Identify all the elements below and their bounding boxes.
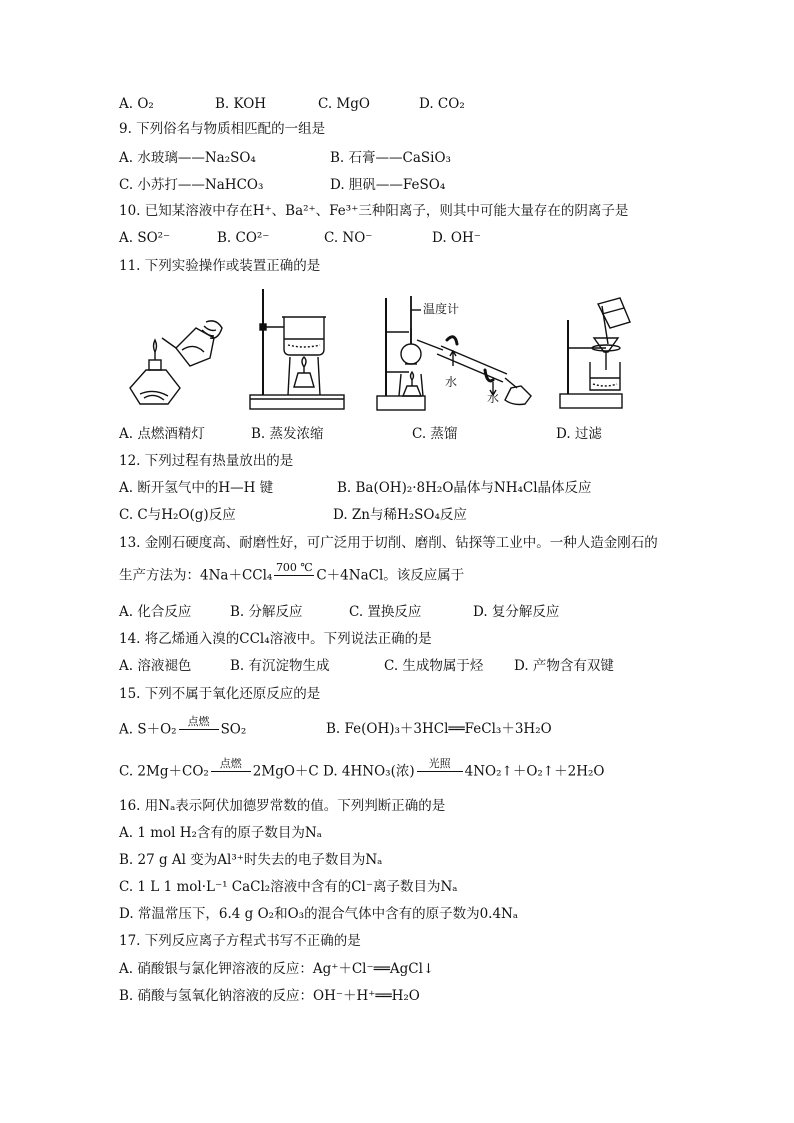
q10-option-b: B. CO²⁻ xyxy=(217,230,270,246)
label-thermometer: 温度计 xyxy=(423,302,460,316)
q14-option-d: D. 产物含有双键 xyxy=(514,658,614,674)
q9-option-b: B. 石膏——CaSiO₃ xyxy=(330,150,451,166)
q15-c-arrow xyxy=(211,758,251,778)
q11-option-b: B. 蒸发浓缩 xyxy=(251,426,324,442)
q11-option-c: C. 蒸馏 xyxy=(412,426,458,442)
q16-option-b: B. 27 g Al 变为Al³⁺时失去的电子数目为Nₐ xyxy=(119,852,383,868)
q12-option-b: B. Ba(OH)₂·8H₂O晶体与NH₄Cl晶体反应 xyxy=(337,480,592,496)
label-water-out: 水 xyxy=(487,391,500,405)
q15-a-reactants: A. S＋O₂ xyxy=(119,721,177,738)
q10-option-d: D. OH⁻ xyxy=(432,230,481,246)
q13-equation-suffix: C＋4NaCl。该反应属于 xyxy=(316,567,465,584)
q17-option-a: A. 硝酸银与氯化钾溶液的反应：Ag⁺＋Cl⁻══AgCl↓ xyxy=(119,961,435,977)
q15-c-condition: 点燃 xyxy=(219,757,242,770)
q13-stem: 13. 金刚石硬度高、耐磨性好，可广泛用于切削、磨削、钻探等工业中。一种人造金刚石的 xyxy=(119,535,658,551)
label-water-in: 水 xyxy=(445,375,458,389)
q12-option-d: D. Zn与稀H₂SO₄反应 xyxy=(333,507,467,523)
q15-option-b: B. Fe(OH)₃＋3HCl══FeCl₃＋3H₂O xyxy=(326,721,552,737)
q15-c-products: 2MgO＋C xyxy=(252,763,319,780)
q15-option-c xyxy=(119,757,319,782)
q15-option-d xyxy=(323,757,605,782)
figure-evaporation xyxy=(248,287,348,415)
q13-option-a: A. 化合反应 xyxy=(119,604,192,620)
q13-equation-line xyxy=(119,561,465,586)
q13-option-d: D. 复分解反应 xyxy=(473,604,560,620)
q17-option-b: B. 硝酸与氢氧化钠溶液的反应：OH⁻＋H⁺══H₂O xyxy=(119,988,420,1004)
figure-alcohol-lamp xyxy=(118,308,228,418)
q16-option-d: D. 常温常压下，6.4 g O₂和O₃的混合气体中含有的原子数为0.4Nₐ xyxy=(119,906,519,922)
q15-a-arrow xyxy=(179,716,219,736)
q13-option-b: B. 分解反应 xyxy=(230,604,303,620)
q15-option-a xyxy=(119,715,247,740)
q10-option-c: C. NO⁻ xyxy=(324,230,373,246)
q15-a-products: SO₂ xyxy=(220,721,247,738)
q14-option-a: A. 溶液褪色 xyxy=(119,658,192,674)
q16-stem: 16. 用Nₐ表示阿伏加德罗常数的值。下列判断正确的是 xyxy=(119,798,446,814)
q15-a-condition: 点燃 xyxy=(187,715,210,728)
q10-option-a: A. SO²⁻ xyxy=(119,230,171,246)
q15-c-reactants: C. 2Mg＋CO₂ xyxy=(119,763,209,780)
q11-stem: 11. 下列实验操作或装置正确的是 xyxy=(119,258,321,274)
q13-option-c: C. 置换反应 xyxy=(349,604,422,620)
q15-stem: 15. 下列不属于氧化还原反应的是 xyxy=(119,686,321,702)
q9-option-d: D. 胆矾——FeSO₄ xyxy=(330,177,446,193)
q16-option-c: C. 1 L 1 mol·L⁻¹ CaCl₂溶液中含有的Cl⁻离子数目为Nₐ xyxy=(119,879,458,895)
q15-d-arrow xyxy=(417,758,463,778)
q16-option-a: A. 1 mol H₂含有的原子数目为Nₐ xyxy=(119,825,322,841)
q12-option-c: C. C与H₂O(g)反应 xyxy=(119,507,236,523)
q15-d-reactants: D. 4HNO₃(浓) xyxy=(323,763,415,780)
q14-stem: 14. 将乙烯通入溴的CCl₄溶液中。下列说法正确的是 xyxy=(119,631,432,647)
q8-option-d: D. CO₂ xyxy=(419,96,465,112)
q12-stem: 12. 下列过程有热量放出的是 xyxy=(119,453,294,469)
q8-option-b: B. KOH xyxy=(215,96,267,112)
q9-option-c: C. 小苏打——NaHCO₃ xyxy=(119,177,264,193)
q11-option-d: D. 过滤 xyxy=(556,426,602,442)
figure-filtration xyxy=(558,296,644,414)
q13-equation-prefix: 生产方法为：4Na＋CCl₄ xyxy=(119,567,273,584)
q14-option-c: C. 生成物属于烃 xyxy=(384,658,484,674)
q11-option-a: A. 点燃酒精灯 xyxy=(119,426,205,442)
q13-condition-arrow xyxy=(274,562,314,582)
q13-condition: 700 ℃ xyxy=(275,561,313,574)
q15-d-condition: 光照 xyxy=(428,757,451,770)
q17-stem: 17. 下列反应离子方程式书写不正确的是 xyxy=(119,933,361,949)
q14-option-b: B. 有沉淀物生成 xyxy=(230,658,330,674)
q12-option-a: A. 断开氢气中的H—H 键 xyxy=(119,480,274,496)
q9-option-a: A. 水玻璃——Na₂SO₄ xyxy=(119,150,256,166)
q10-stem: 10. 已知某溶液中存在H⁺、Ba²⁺、Fe³⁺三种阳离子，则其中可能大量存在的阴离子是 xyxy=(119,203,629,219)
q15-d-products: 4NO₂↑＋O₂↑＋2H₂O xyxy=(464,763,605,780)
q9-stem: 9. 下列俗名与物质相匹配的一组是 xyxy=(119,121,326,137)
q8-option-c: C. MgO xyxy=(318,96,370,112)
q8-option-a: A. O₂ xyxy=(119,96,154,112)
